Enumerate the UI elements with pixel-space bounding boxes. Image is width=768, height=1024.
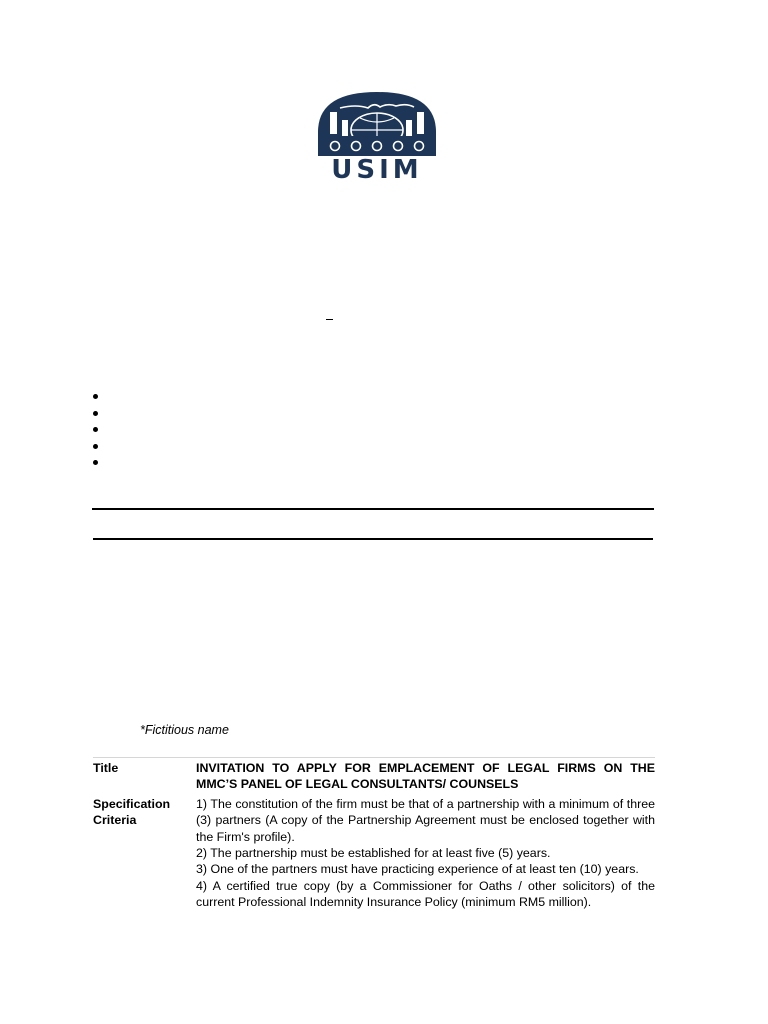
list-item [86,388,106,405]
fictitious-name-note: *Fictitious name [140,723,229,737]
criteria-item: 2) The partnership must be established for at least five (5) years. [196,846,551,861]
list-item [86,405,106,422]
empty-bullet-list [86,388,106,471]
criteria-item: 1) The constitution of the firm must be that of a partnership with a minimum of three (3) partners (A copy of the Partnership Agreement must be enclosed together with the Firm's profile). [196,796,655,844]
horizontal-rule [92,508,654,510]
list-item [86,454,106,471]
bullet-icon [93,460,98,465]
title-value: INVITATION TO APPLY FOR EMPLACEMENT OF LEGAL FIRMS ON THE MMC’S PANEL OF LEGAL CONSULTANTS/ COUNSELS [196,758,655,796]
dash-mark [326,319,333,320]
list-item [86,438,106,455]
table-row [93,758,655,796]
criteria-item: 3) One of the partners must have practicing experience of at least ten (10) years. [196,862,639,877]
title-label: Title [93,758,196,796]
logo-wordmark: USIM [331,155,423,185]
bullet-icon [93,394,98,399]
horizontal-rule [93,538,653,540]
criteria-label: Specification Criteria [93,796,171,828]
bullet-icon [93,444,98,449]
criteria-value [196,796,655,914]
table-row [93,796,655,914]
specification-table [93,757,655,914]
criteria-item: 4) A certified true copy (by a Commissioner for Oaths / other solicitors) of the current Professional Indemnity Insurance Policy (minimum RM5 million). [196,878,655,910]
bullet-icon [93,427,98,432]
bullet-icon [93,411,98,416]
list-item [86,421,106,438]
